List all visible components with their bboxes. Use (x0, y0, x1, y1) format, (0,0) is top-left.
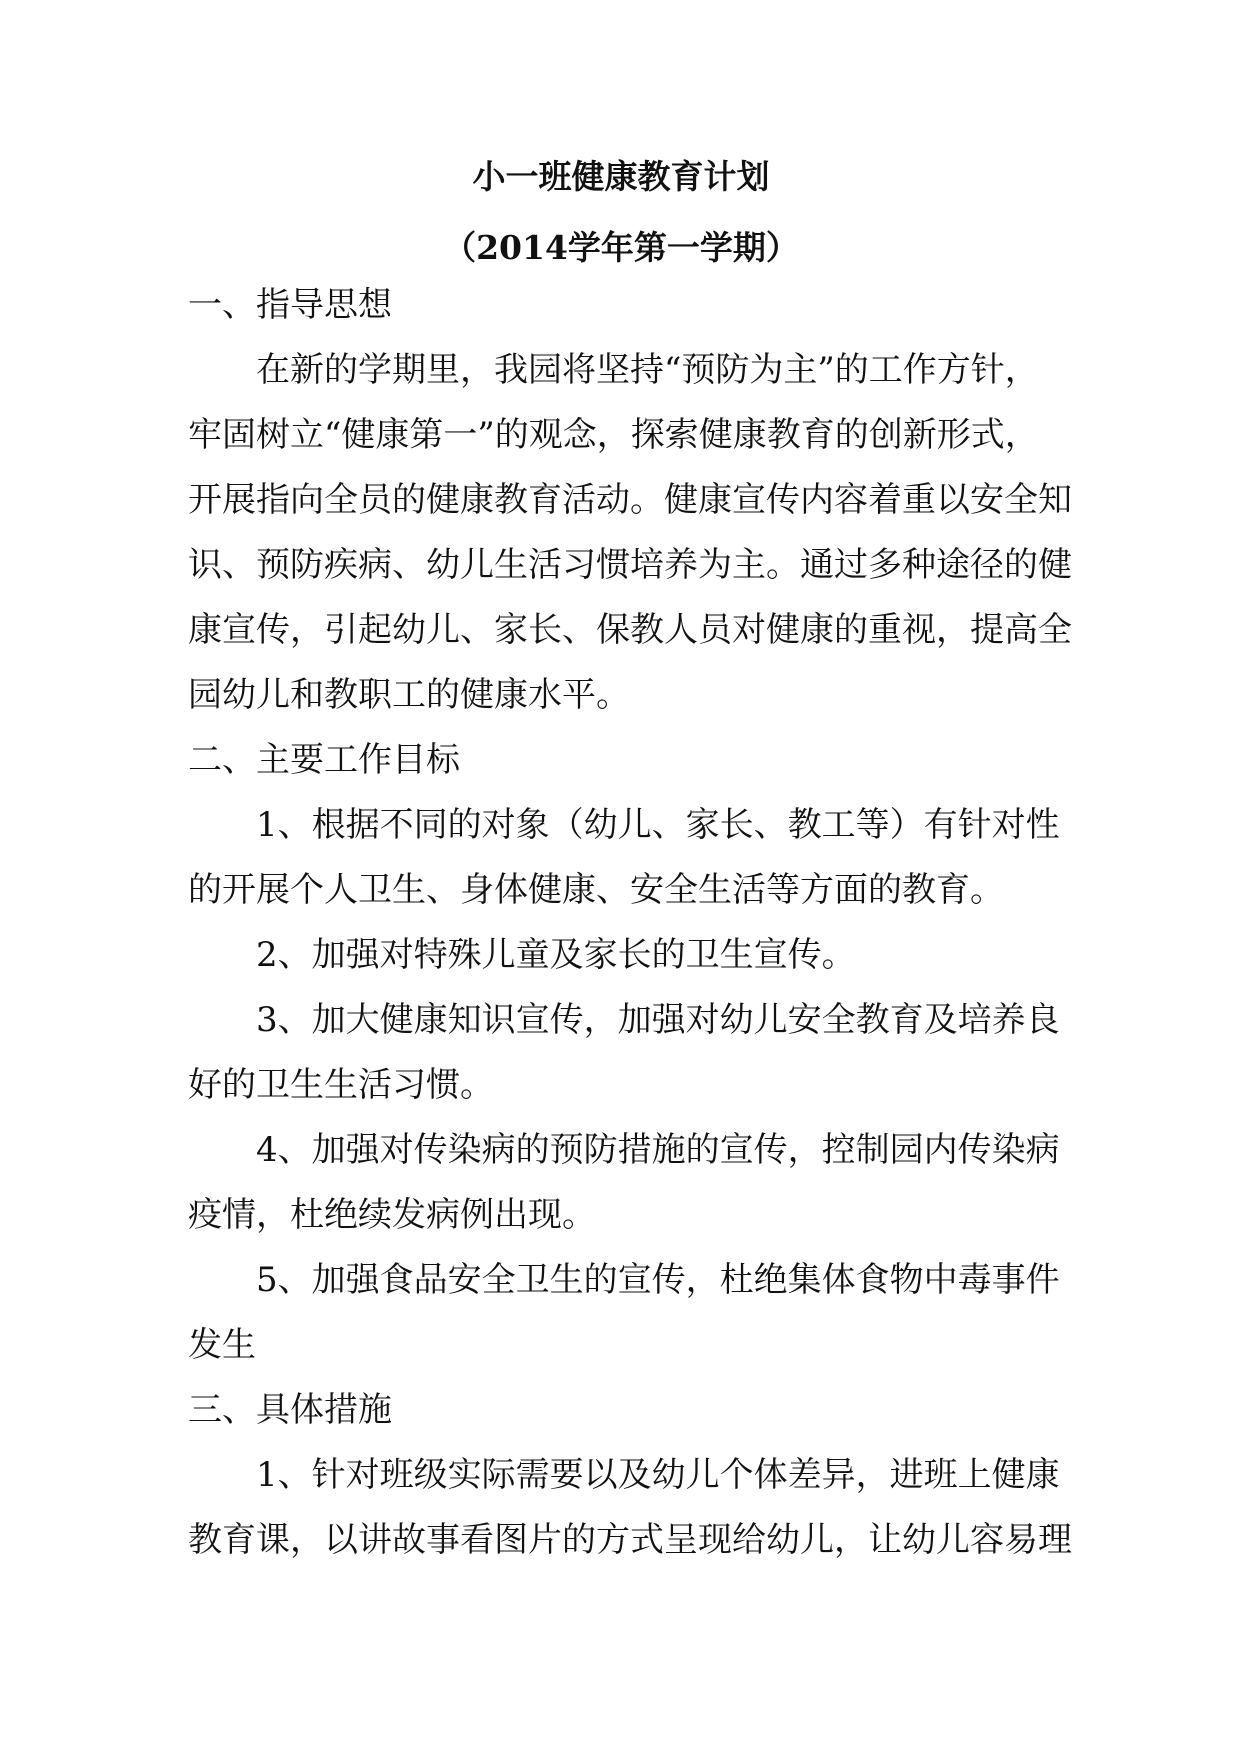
text-line: 疫情，杜绝续发病例出现。 (188, 1195, 596, 1235)
text-line: 发生 (188, 1325, 256, 1365)
text-line: 一、指导思想 (188, 285, 392, 325)
text-line: 三、具体措施 (188, 1390, 392, 1430)
text-line: 教育课，以讲故事看图片的方式呈现给幼儿，让幼儿容易理 (188, 1520, 1072, 1560)
text-line: 的开展个人卫生、身体健康、安全生活等方面的教育。 (188, 870, 1004, 910)
text-line: 牢固树立“健康第一”的观念，探索健康教育的创新形式， (188, 415, 1039, 455)
text-line: 识、预防疾病、幼儿生活习惯培养为主。通过多种途径的健 (188, 545, 1072, 585)
document-subtitle: （2014学年第一学期） (443, 228, 799, 267)
text-line: 2、加强对特殊儿童及家长的卫生宣传。 (256, 935, 856, 975)
text-line: 1、根据不同的对象（幼儿、家长、教工等）有针对性 (256, 805, 1060, 845)
text-line: 园幼儿和教职工的健康水平。 (188, 675, 630, 715)
document-page (188, 157, 1072, 1573)
text-line: 在新的学期里，我园将坚持“预防为主”的工作方针， (256, 350, 1039, 390)
text-line: 好的卫生生活习惯。 (188, 1065, 494, 1105)
document-title: 小一班健康教育计划 (472, 157, 770, 196)
document-body (188, 273, 1072, 1573)
text-line: 开展指向全员的健康教育活动。健康宣传内容着重以安全知 (188, 480, 1072, 520)
text-line: 5、加强食品安全卫生的宣传，杜绝集体食物中毒事件 (256, 1260, 1060, 1300)
text-line: 1、针对班级实际需要以及幼儿个体差异，进班上健康 (256, 1455, 1060, 1495)
text-line: 二、主要工作目标 (188, 740, 460, 780)
text-line: 康宣传，引起幼儿、家长、保教人员对健康的重视，提高全 (188, 610, 1072, 650)
text-line: 3、加大健康知识宣传，加强对幼儿安全教育及培养良 (256, 1000, 1060, 1040)
text-line: 4、加强对传染病的预防措施的宣传，控制园内传染病 (256, 1130, 1060, 1170)
